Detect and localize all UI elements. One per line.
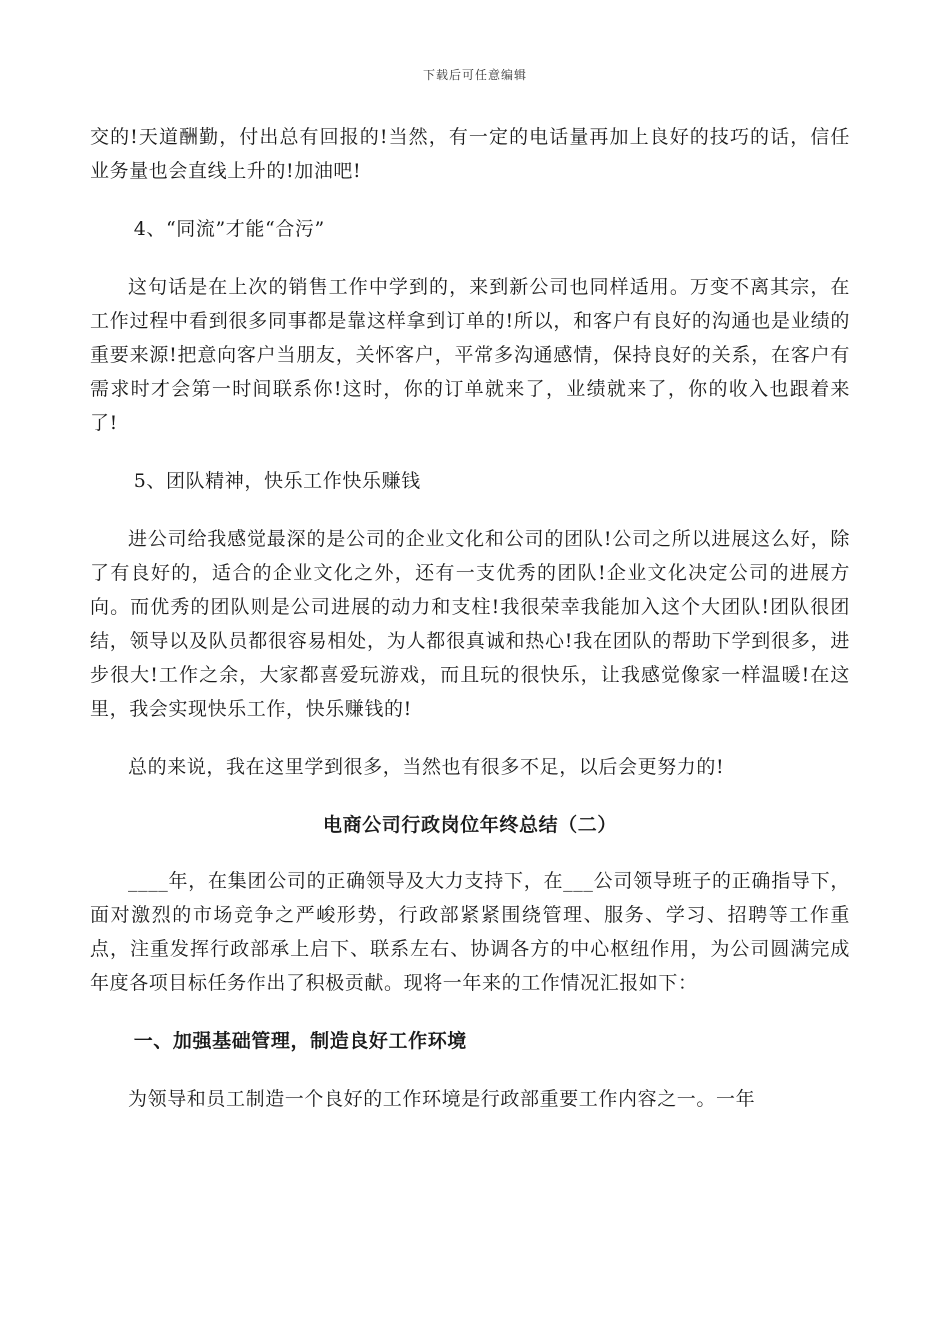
- paragraph-team: 进公司给我感觉最深的是公司的企业文化和公司的团队!公司之所以进展这么好，除了有良好的，适合的企业文化之外，还有一支优秀的团队!企业文化决定公司的进展方向。而优秀的团队则是公司进展的动力和支柱!我很荣幸我能加入这个大团队!团队很团结，领导以及队员都很容易相处，为人都很真诚和热心!我在团队的帮助下学到很多，进步很大!工作之余，大家都喜爱玩游戏，而且玩的很快乐，让我感觉像家一样温暖!在这里，我会实现快乐工作，快乐赚钱的!: [90, 528, 850, 720]
- subheading-4: 4、“同流”才能“合污”: [133, 218, 325, 240]
- section-heading-one: 一、加强基础管理，制造良好工作环境: [133, 1030, 467, 1052]
- paragraph-intro: ____年，在集团公司的正确领导及大力支持下，在___公司领导班子的正确指导下，面对激烈的市场竞争之严峻形势，行政部紧紧围绕管理、服务、学习、招聘等工作重点，注重发挥行政部承上启下、联系左右、协调各方的中心枢纽作用，为公司圆满完成年度各项目标任务作出了积极贡献。现将一年来的工作情况汇报如下：: [90, 870, 850, 994]
- header-note: 下载后可任意编辑: [422, 68, 527, 82]
- paragraph-continuation: 交的!天道酬勤，付出总有回报的!当然，有一定的电话量再加上良好的技巧的话，信任业务量也会直线上升的!加油吧!: [90, 126, 850, 182]
- document-body: [90, 120, 850, 1116]
- paragraph-environment: 为领导和员工制造一个良好的工作环境是行政部重要工作内容之一。一年: [128, 1088, 756, 1110]
- paragraph-summary: 总的来说，我在这里学到很多，当然也有很多不足，以后会更努力的!: [128, 756, 725, 778]
- section-title: 电商公司行政岗位年终总结（二）: [322, 814, 617, 836]
- paragraph-tongliu: 这句话是在上次的销售工作中学到的，来到新公司也同样适用。万变不离其宗，在工作过程中看到很多同事都是靠这样拿到订单的!所以，和客户有良好的沟通也是业绩的重要来源!把意向客户当朋友，关怀客户，平常多沟通感情，保持良好的关系，在客户有需求时才会第一时间联系你!这时，你的订单就来了，业绩就来了，你的收入也跟着来了!: [90, 276, 850, 434]
- subheading-5: 5、团队精神，快乐工作快乐赚钱: [133, 470, 421, 492]
